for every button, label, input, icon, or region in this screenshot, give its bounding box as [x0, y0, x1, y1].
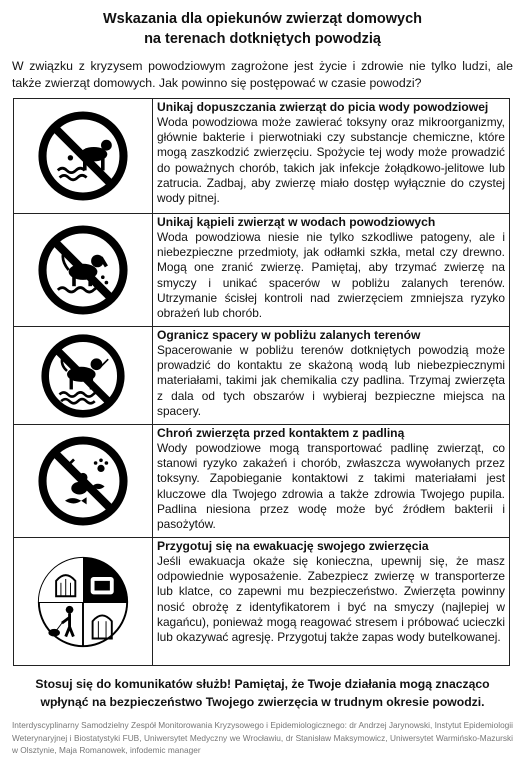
rule-icon-cell	[14, 538, 153, 666]
evacuation-icon	[35, 554, 131, 650]
rule-text-cell	[153, 99, 510, 214]
no-carrion-contact-icon	[38, 436, 128, 526]
rule-text-cell	[153, 425, 510, 538]
footer-note	[12, 675, 513, 711]
rule-body: Woda powodziowa może zawierać toksyny oraz mikroorganizmy, głównie bakterie i pierwotniaki czy substancje chemiczne, które mogą zaszkodzić zwierzęciu. Spożycie tej wody może prowadzić do poważnych chorób, takich jak infekcje żołądkowo-jelitowe lub zatrucia. Zadbaj, aby zwierzę miało dostęp wyłącznie do czystej wody pitnej.	[157, 115, 505, 206]
rule-title: Unikaj kąpieli zwierząt w wodach powodziowych	[157, 215, 436, 229]
rules-table	[13, 98, 510, 666]
rule-row	[14, 214, 510, 327]
rule-body: Woda powodziowa niesie nie tylko szkodliwe patogeny, ale i niebezpieczne przedmioty, jak odłamki szkła, metal czy drewno. Mogą one zranić zwierzę. Pamiętaj, aby trzymać zwierzę na smyczy i unikać spacerów w pobliżu zalanych terenów. Utrzymanie ścisłej kontroli nad zwierzęciem zmniejsza ryzyko obrażeń lub chorób.	[157, 230, 505, 321]
rule-title: Ogranicz spacery w pobliżu zalanych terenów	[157, 328, 421, 342]
rule-icon-cell	[14, 327, 153, 425]
rule-row	[14, 538, 510, 666]
rule-title: Przygotuj się na ewakuację swojego zwierzęcia	[157, 539, 429, 553]
rule-body: Jeśli ewakuacja okaże się konieczna, upewnij się, że masz odpowiednie wyposażenie. Zabezpiecz zwierzę w transporterze lub klatce, co zapewni mu bezpieczeństwo. Zwierzęta powinny nosić obrożę z identyfikatorem i być na smyczy (najlepiej w kagańcu), ponieważ mogą reagować stresem i próbować ucieczki lub okazywać agresję. Przygotuj także zapas wody butelkowanej.	[157, 554, 505, 645]
rule-title: Unikaj dopuszczania zwierząt do picia wody powodziowej	[157, 100, 489, 114]
no-bathing-icon	[38, 225, 128, 315]
footer-line-1: Stosuj się do komunikatów służb! Pamiętaj, że Twoje działania mogą znacząco	[35, 677, 490, 691]
rule-text-cell	[153, 538, 510, 666]
rule-row	[14, 425, 510, 538]
rule-text-cell	[153, 214, 510, 327]
title-line-2: na terenach dotkniętych powodzią	[144, 31, 381, 47]
rule-row	[14, 99, 510, 214]
title-line-1: Wskazania dla opiekunów zwierząt domowych	[102, 11, 423, 27]
rule-title: Chroń zwierzęta przed kontaktem z padliną	[157, 426, 405, 440]
no-drinking-flood-water-icon	[38, 111, 128, 201]
rule-row	[14, 327, 510, 425]
footer-line-2: wpłynąć na bezpieczeństwo Twojego zwierzęcia w trudnym okresie powodzi.	[40, 695, 485, 709]
page-title	[12, 9, 513, 49]
rule-icon-cell	[14, 214, 153, 327]
rule-icon-cell	[14, 425, 153, 538]
rule-text-cell	[153, 327, 510, 425]
credits-text: Interdyscyplinarny Samodzielny Zespół Monitorowania Kryzysowego i Epidemiologicznego: dr Andrzej Jarynowski, Instytut Epidemiologii Weterynaryjnej i Biostatystyki FUB, Uniwersytet Medyczny we Wrocławiu, dr Stanisław Maksymowicz, Uniwersytet Warmińsko-Mazurski w Olsztynie, Maja Romanowek, infodemic manager	[12, 720, 513, 755]
rule-body: Spacerowanie w pobliżu terenów dotkniętych powodzią może prowadzić do kontaktu ze skażoną wodą lub niebezpiecznymi materiałami, takimi jak chemikalia czy padlina. Trzymaj zwierzęta z dala od tych obszarów i wybieraj bezpieczne miejsca na spacery.	[157, 343, 505, 418]
intro-text: W związku z kryzysem powodziowym zagrożone jest życie i zdrowie nie tylko ludzi, ale także zwierząt domowych. Jak powinno się postępować w czasie powodzi?	[12, 59, 513, 90]
rule-icon-cell	[14, 99, 153, 214]
no-walking-flood-icon	[41, 334, 125, 418]
rule-body: Wody powodziowe mogą transportować padlinę zwierząt, co stanowi ryzyko zakażeń i chorób, zwłaszcza wywołanych przez toksyny. Zapobieganie kontaktowi z takimi materiałami jest kluczowe dla Twojego zdrowia a także zdrowia Twojego pupila. Padlina niesiona przez wodę może być źródłem bakterii i pasożytów.	[157, 441, 505, 532]
